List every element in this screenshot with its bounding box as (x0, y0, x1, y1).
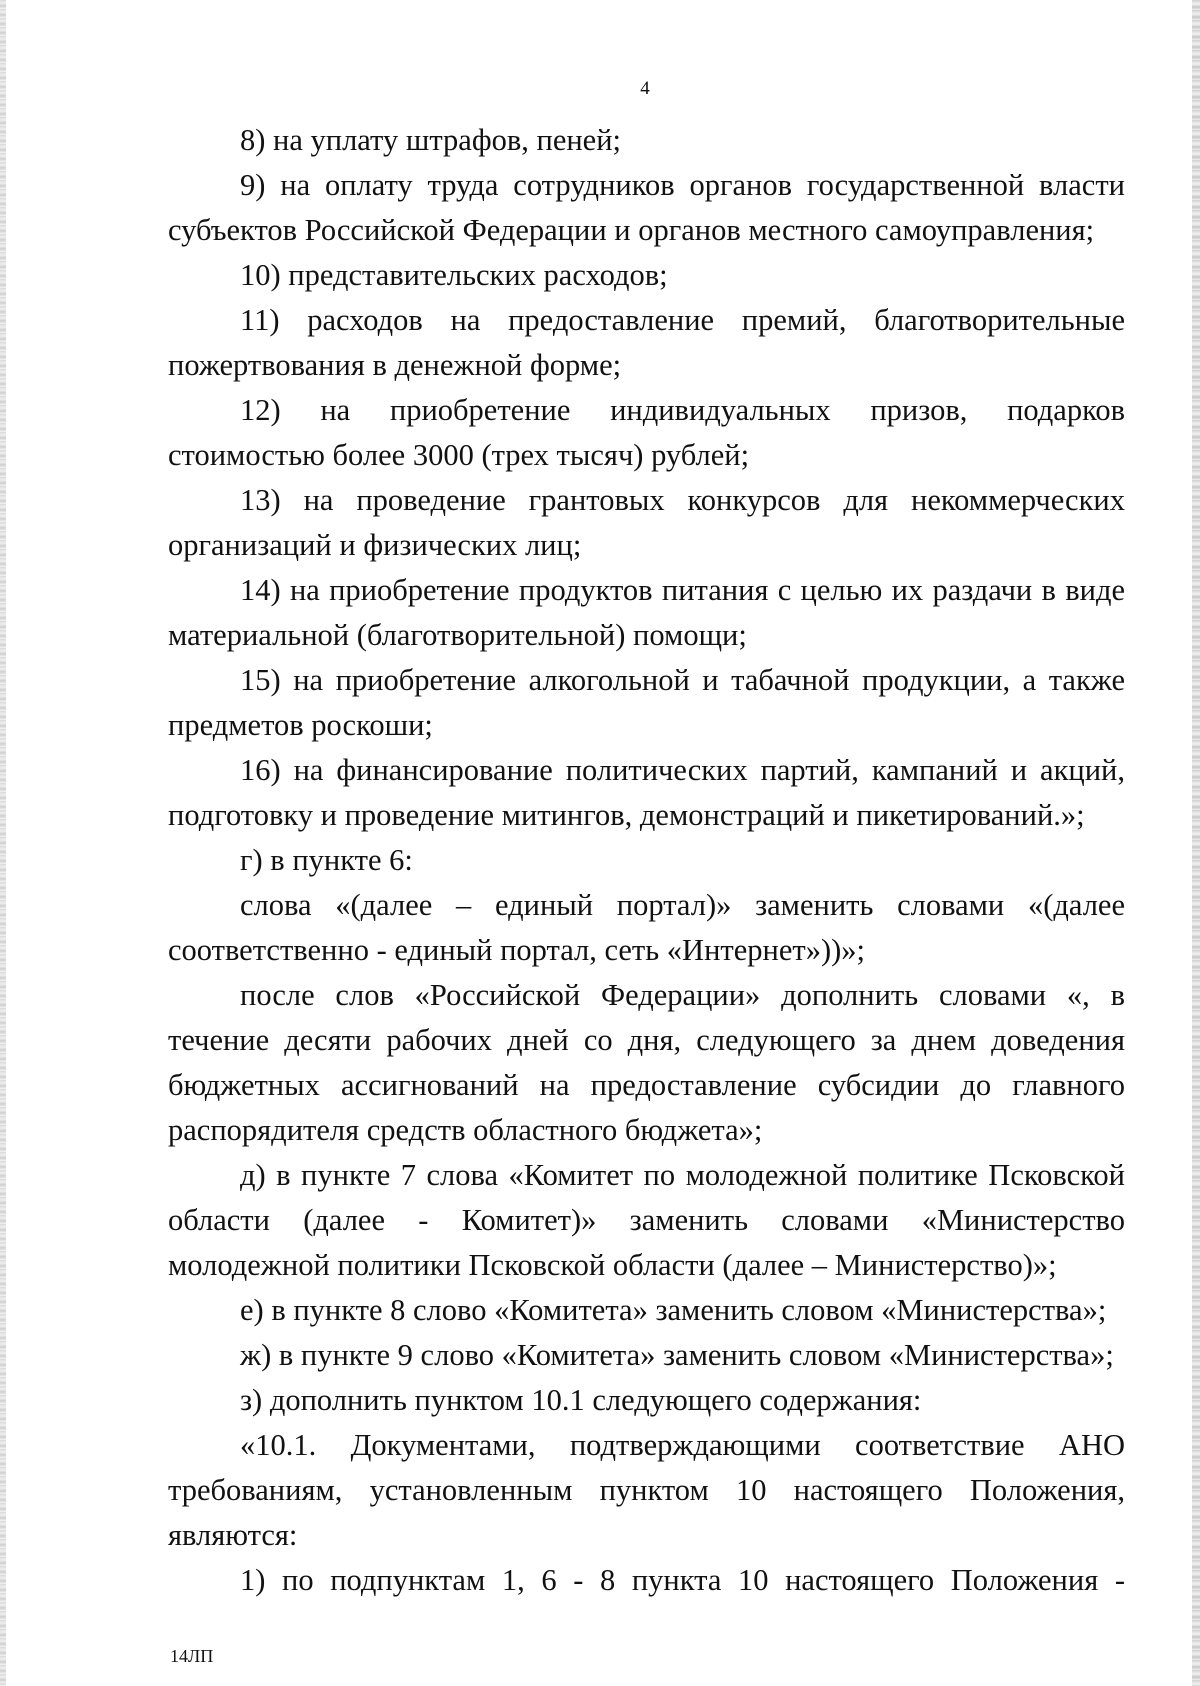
paragraph-clause-e: е) в пункте 8 слово «Комитета» заменить словом «Министерства»; (240, 1293, 1107, 1327)
paragraph-clause-g: г) в пункте 6: (240, 843, 413, 877)
paragraph-clause-z: з) дополнить пунктом 10.1 следующего содержания: (240, 1383, 922, 1417)
paragraph-item-11: 11) расходов на предоставление премий, благотворительные пожертвования в денежной форме; (168, 303, 1125, 382)
paragraph-item-10-1: «10.1. Документами, подтверждающими соответствие АНО требованиям, установленным пунктом 10 настоящего Положения, являются: (168, 1428, 1125, 1552)
paragraph-clause-zh: ж) в пункте 9 слово «Комитета» заменить словом «Министерства»; (240, 1338, 1114, 1372)
paragraph-subitem-1: 1) по подпунктам 1, 6 - 8 пункта 10 настоящего Положения - (240, 1563, 1125, 1597)
paragraph-item-14: 14) на приобретение продуктов питания с целью их раздачи в виде материальной (благотворительной) помощи; (168, 573, 1125, 652)
scan-edge-left (0, 0, 6, 1686)
paragraph-replace-portal: слова «(далее – единый портал)» заменить словами «(далее соответственно - единый портал, сеть «Интернет»))»; (168, 888, 1125, 967)
document-body (168, 118, 1125, 1603)
paragraph-item-9: 9) на оплату труда сотрудников органов государственной власти субъектов Российской Федерации и органов местного самоуправления; (168, 168, 1125, 247)
footer-code: 14ЛП (170, 1646, 214, 1666)
paragraph-item-8: 8) на уплату штрафов, пеней; (240, 123, 622, 157)
paragraph-item-10: 10) представительских расходов; (240, 258, 668, 292)
paragraph-add-deadline: после слов «Российской Федерации» дополнить словами «, в течение десяти рабочих дней со дня, следующего за днем доведения бюджетных ассигнований на предоставление субсидии до главного распорядителя средств областного бюджета»; (168, 978, 1125, 1147)
paragraph-item-12: 12) на приобретение индивидуальных призов, подарков стоимостью более 3000 (трех тысяч) рублей; (168, 393, 1125, 472)
scan-edge-right (1192, 0, 1200, 1686)
paragraph-item-15: 15) на приобретение алкогольной и табачной продукции, а также предметов роскоши; (168, 663, 1125, 742)
paragraph-clause-d: д) в пункте 7 слова «Комитет по молодежной политике Псковской области (далее - Комитет)» заменить словами «Министерство молодежной политики Псковской области (далее – Министерство)»; (168, 1158, 1125, 1282)
paragraph-item-13: 13) на проведение грантовых конкурсов для некоммерческих организаций и физических лиц; (168, 483, 1125, 562)
page-number: 4 (640, 78, 650, 99)
paragraph-item-16: 16) на финансирование политических партий, кампаний и акций, подготовку и проведение митингов, демонстраций и пикетирований.»; (168, 753, 1125, 832)
